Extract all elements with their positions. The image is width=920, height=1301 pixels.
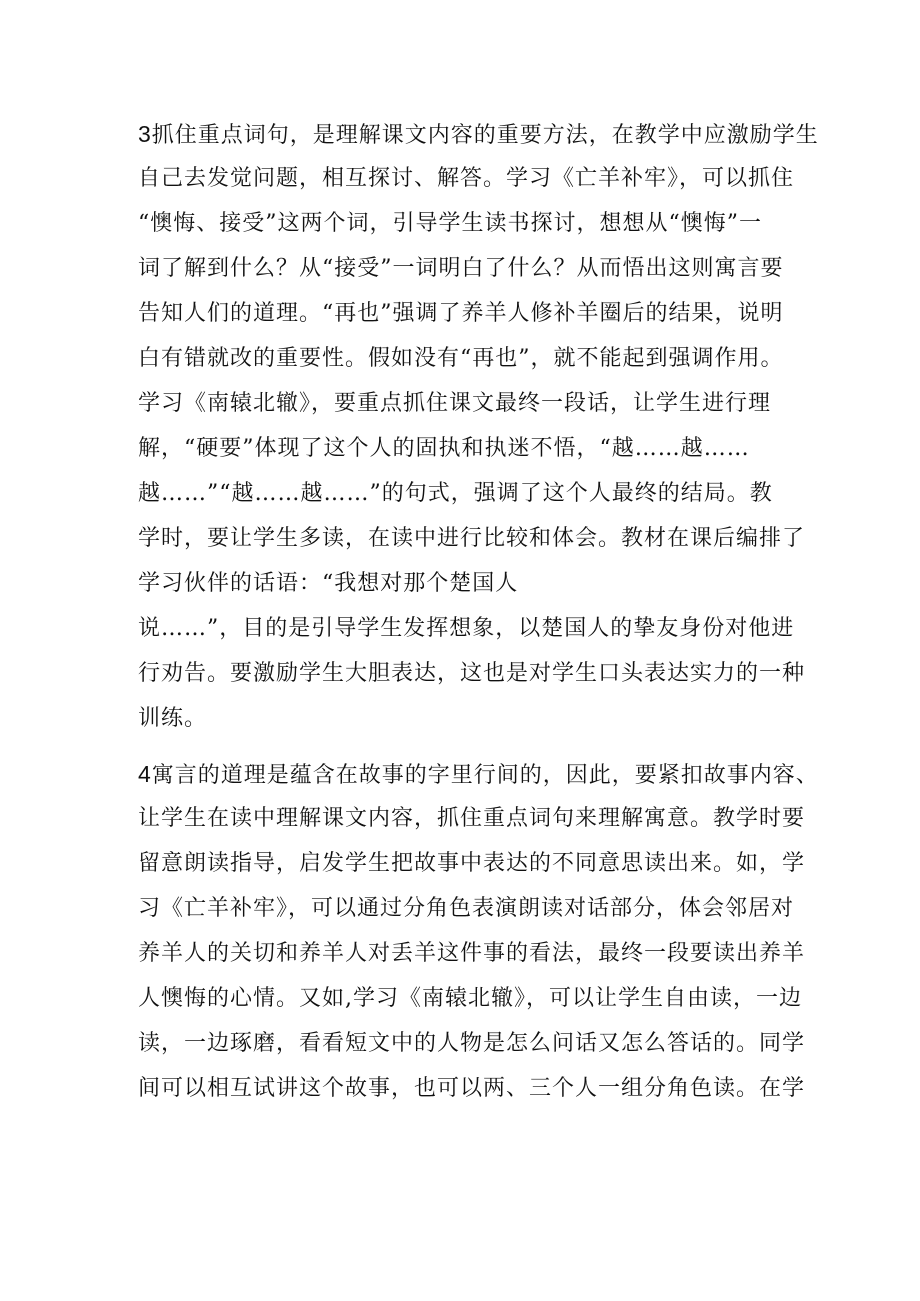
- para3-line-9: 越……”“越……越……”的句式，强调了这个人最终的结局。教: [138, 481, 773, 506]
- para4-line-1-text: 寓言的道理是蕴含在故事的字里行间的，因此，要紧扣故事内容、: [151, 763, 819, 788]
- para3-line-6: 白有错就改的重要性。假如没有“再也”，就不能起到强调作用。: [138, 346, 784, 371]
- para3-line-5: 告知人们的道理。“再也”强调了养羊人修补羊圈后的结果，说明: [138, 301, 784, 326]
- para3-line-7: 学习《南辕北辙》，要重点抓住课文最终一段话，让学生进行理: [138, 391, 772, 416]
- para3-line-8: 解，“硬要”体现了这个人的固执和执迷不悟，“越……越……: [138, 436, 750, 461]
- para4-line-6: 人懊悔的心情。又如,学习《南辕北辙》，可以让学生自由读，一边: [138, 986, 802, 1011]
- para3-line-13: 行劝告。要激励学生大胆表达，这也是对学生口头表达实力的一种: [138, 661, 806, 686]
- para4-number: 4: [138, 761, 152, 787]
- para3-number: 3: [138, 121, 152, 147]
- para3-line-12: 说……”，目的是引导学生发挥想象，以楚国人的挚友身份对他进: [138, 616, 795, 641]
- para3-line-14: 训练。: [138, 706, 208, 731]
- para3-line-3: “懊悔、接受”这两个词，引导学生读书探讨，想想从“懊悔”一: [138, 211, 762, 236]
- para3-line-1-text: 抓住重点词句，是理解课文内容的重要方法，在教学中应激励学生: [151, 123, 819, 148]
- para3-line-2: 自己去发觉问题，相互探讨、解答。学习《亡羊补牢》，可以抓住: [138, 166, 795, 191]
- para4-line-4: 习《亡羊补牢》，可以通过分角色表演朗读对话部分，体会邻居对: [138, 896, 795, 921]
- para4-line-1: [138, 754, 819, 794]
- para4-line-5: 养羊人的关切和养羊人对丢羊这件事的看法，最终一段要读出养羊: [138, 941, 806, 966]
- para3-line-4: 词了解到什么？从“接受”一词明白了什么？从而悟出这则寓言要: [138, 256, 784, 281]
- para3-line-11: 学习伙伴的话语：“我想对那个楚国人: [138, 571, 519, 596]
- para4-line-2: 让学生在读中理解课文内容，抓住重点词句来理解寓意。教学时要: [138, 806, 806, 831]
- para4-line-3: 留意朗读指导，启发学生把故事中表达的不同意思读出来。如，学: [138, 851, 806, 876]
- para3-line-1: [138, 114, 819, 154]
- para3-line-10: 学时，要让学生多读，在读中进行比较和体会。教材在课后编排了: [138, 526, 806, 551]
- para4-line-7: 读，一边琢磨，看看短文中的人物是怎么问话又怎么答话的。同学: [138, 1031, 806, 1056]
- para4-line-8: 间可以相互试讲这个故事，也可以两、三个人一组分角色读。在学: [138, 1076, 806, 1101]
